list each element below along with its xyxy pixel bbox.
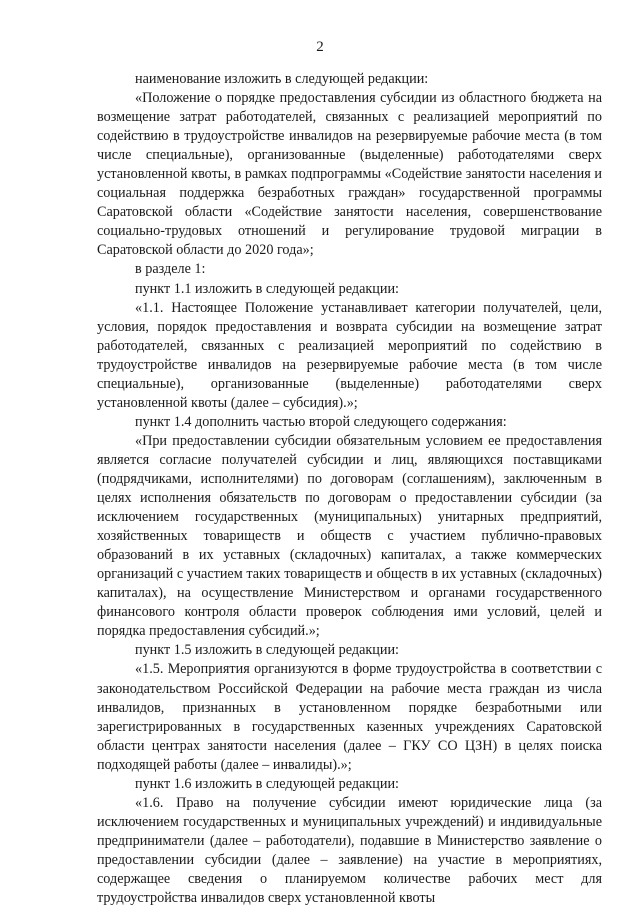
paragraph-item-1-6-text: «1.6. Право на получение субсидии имеют юридические лица (за исключением государственных и муниципальных учреждений) и индивидуальные предприниматели (далее – работодатели), подавшие в Министерство заявление о предоставлении субсидии (далее – заявление) на участие в мероприятиях, содержащее сведения о планируемом количестве рабочих мест для трудоустройства инвалидов сверх установленной квоты	[97, 794, 602, 907]
paragraph-item-1-4-text: «При предоставлении субсидии обязательным условием ее предоставления является согласие получателей субсидии и лиц, являющихся поставщиками (подрядчиками, исполнителями) по договорам (соглашениям), заключенным в целях исполнения обязательств по договорам о предоставлении субсидии (за исключением государственных (муниципальных) унитарных предприятий, хозяйственных товариществ и обществ с участием публично-правовых образований в их уставных (складочных) капиталах, а также коммерческих организаций с участием таких товариществ и обществ в их уставных (складочных) капиталах), на осуществление Министерством и органами государственного финансового контроля области проверок соблюдения ими условий, целей и порядка предоставления субсидий.»;	[97, 432, 602, 640]
paragraph-item-1-5-text: «1.5. Мероприятия организуются в форме трудоустройства в соответствии с законодательством Российской Федерации на рабочие места граждан из числа инвалидов, признанных в установленном порядке безработными или зарегистрированных в государственных казенных учреждениях Саратовской области центрах занятости населения (далее – ГКУ СО ЦЗН) в целях поиска подходящей работы (далее – инвалиды).»;	[97, 661, 602, 773]
paragraph-section-1: в разделе 1:	[135, 261, 206, 278]
paragraph-item-1-4-intro: пункт 1.4 дополнить частью второй следующего содержания:	[135, 413, 507, 430]
paragraph-title-amendment-intro: наименование изложить в следующей редакции:	[135, 71, 429, 87]
paragraph-item-1-5-intro: пункт 1.5 изложить в следующей редакции:	[135, 642, 399, 659]
paragraph-item-1-1-intro: пункт 1.1 изложить в следующей редакции:	[135, 280, 399, 297]
paragraph-item-1-6-intro: пункт 1.6 изложить в следующей редакции:	[135, 775, 399, 792]
document-body	[97, 70, 602, 908]
paragraph-new-title: «Положение о порядке предоставления субсидии из областного бюджета на возмещение затрат работодателей, связанных с реализацией мероприятий по содействию в трудоустройстве инвалидов на резервируемые рабочие места (в том числе специальные), организованные (выделенные) работодателями сверх установленной квоты, в рамках подпрограммы «Содействие занятости населения и социальная поддержка безработных граждан» государственной программы Саратовской области «Содействие занятости населения, совершенствование социально-трудовых отношений и регулирование трудовой миграции в Саратовской области до 2020 года»;	[97, 90, 602, 259]
page-number: 2	[316, 39, 324, 55]
paragraph-item-1-1-text: «1.1. Настоящее Положение устанавливает категории получателей, цели, условия, порядок предоставления и возврата субсидии на возмещение затрат работодателей, связанных с реализацией мероприятий по содействию в трудоустройстве инвалидов на резервируемые рабочие места (в том числе специальные), организованные (выделенные) работодателями сверх установленной квоты (далее – субсидия).»;	[97, 299, 602, 411]
